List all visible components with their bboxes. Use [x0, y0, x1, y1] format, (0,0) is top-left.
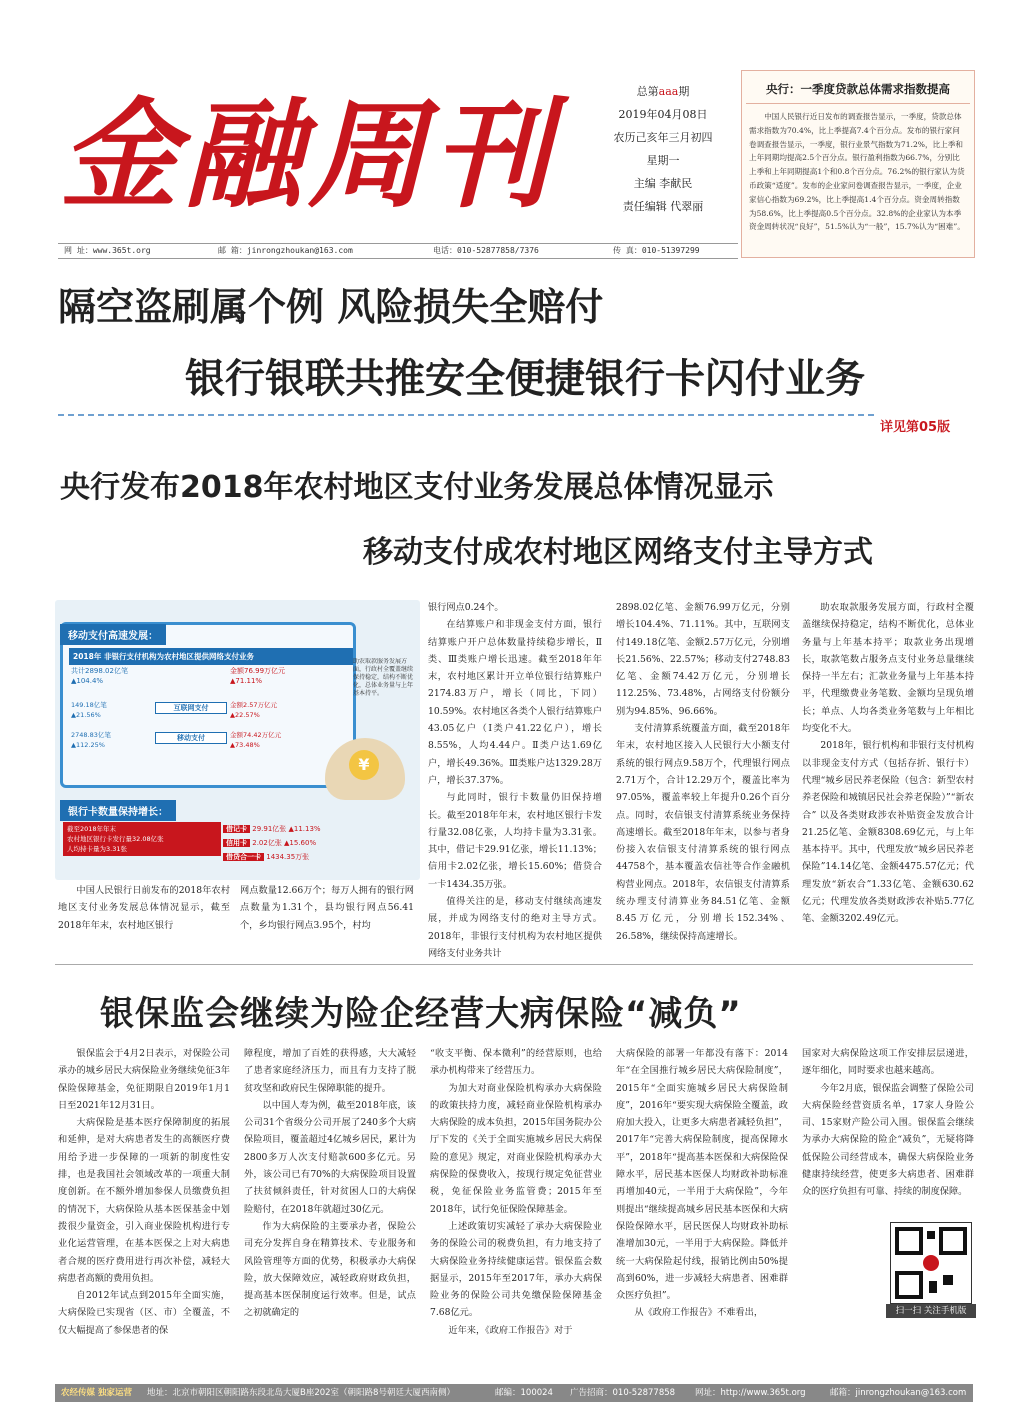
chief-editor: 主编 李献民	[633, 177, 693, 190]
internet-count: 149.18亿笔	[71, 701, 107, 709]
paragraph: 以中国人寿为例，截至2018年底，该公司31个省级分公司开展了240多个大病保险项目，覆盖超过4亿城乡居民，累计为2800多万人次支付赔款600多亿元。另外，该公司已有70%的大病保险项目设置了扶贫倾斜责任，针对贫困人口的大病保险赔付，在2018年就超过30亿元。	[244, 1099, 416, 1215]
contact-phone: 电话：010-52877858/7376	[433, 246, 539, 255]
news-brief-box	[741, 70, 975, 258]
headline-main-3: 银保监会继续为险企经营大病保险“减负”	[100, 994, 742, 1034]
mobile-count: 2748.83亿笔	[71, 731, 111, 739]
credit-row	[223, 836, 408, 850]
mobile-count-growth: ▲112.25%	[71, 741, 105, 749]
footer-email: 邮箱：jinrongzhoukan@163.com	[830, 1388, 967, 1398]
divider-dashed	[58, 414, 874, 416]
combo-value: 1434.35万张	[266, 853, 310, 861]
footer-address: 地址：北京市朝阳区朝阳路东段北岛大厦B座202室（朝阳路8号朝廷大厦西南侧）	[147, 1388, 455, 1398]
paragraph: 从《政府工作报告》不难看出，	[634, 1307, 764, 1319]
duty-editor: 责任编辑 代翠丽	[622, 200, 704, 213]
internet-amount-block	[230, 700, 340, 720]
headline-sub-1: 银行银联共推安全便捷银行卡闪付业务	[185, 356, 865, 402]
contact-bar	[58, 243, 738, 259]
paragraph: “收支平衡、保本微利”的经营原则，也给承办机构带来了经营压力。	[430, 1048, 602, 1077]
mobile-amount-block	[230, 730, 340, 750]
contact-email: 邮 箱：jinrongzhoukan@163.com	[218, 246, 353, 255]
qr-code-icon[interactable]	[890, 1222, 972, 1304]
paragraph: 上述政策切实减轻了承办大病保险业务的保险公司的税费负担，有力地支持了大病保险业务持续健康运营。银保监会数据显示，2015年至2017年，承办大病保险业务的保险公司共免缴保险保障基金7.68亿元。	[430, 1220, 602, 1319]
paragraph: 大病保险的部署一年都没有落下：2014年“在全国推行城乡居民大病保险制度”，2015年“全面实施城乡居民大病保险制度”，2016年“要实现大病保险全覆盖，政府加大投入，让更多大病患者减轻负担”，2017年“完善大病保险制度，提高保障水平”，2018年“提高基本医保和大病保险保障水平，居民基本医保人均财政补助标准再增加40元，一半用于大病保险”，今年则提出“继续提高城乡居民基本医保和大病保险保障水平，居民医保人均财政补助标准增加30元，一半用于大病保险。降低并统一大病保险起付线，报销比例由50%提高到60%，进一步减轻大病患者、困难群众医疗负担”。	[616, 1048, 788, 1302]
debit-row	[223, 822, 408, 836]
qr-caption: 扫一扫 关注手机版	[886, 1304, 976, 1318]
debit-label: 借记卡	[223, 825, 250, 833]
article2-col0	[58, 1045, 230, 1339]
total-amount-block	[230, 666, 340, 686]
footer-label: 农经传媒 独家运营	[61, 1388, 132, 1398]
footer-ads: 广告招商：010-52877858	[570, 1388, 676, 1398]
card-heading: 银行卡数量保持增长：	[60, 800, 176, 821]
contact-website: 网 址：www.365t.org	[64, 246, 151, 255]
total-count: 共计2898.02亿笔	[71, 667, 128, 675]
footer-bar	[55, 1384, 973, 1402]
lunar-date: 农历己亥年三月初四	[613, 131, 713, 144]
paragraph: 在结算账户和非现金支付方面，银行结算账户开户总体数量持续稳步增长，Ⅱ类、Ⅲ类账户增长迅速。截至2018年年末，农村地区累计开立单位银行结算账户2174.83万户，增长（同比，下同）10.59%。农村地区各类个人银行结算账户43.05亿户（Ⅰ类户41.22亿户），增长8.55%，人均4.44户。Ⅱ类户达1.69亿户，增长49.36%。Ⅲ类账户达1329.28万户，增长37.37%。	[428, 619, 602, 786]
paragraph: 助农取款服务发展方面，行政村全覆盖继续保持稳定，结构不断优化，总体业务量与上年基本持平；取款业务出现增长，取款笔数占服务点支付业务总量继续保持一半左右；汇款业务量与上年基本持平，代理缴费业务笔数、金额均呈现负增长；单点、人均各类业务笔数与上年相比均变化不大。	[802, 602, 974, 735]
combo-row	[223, 850, 408, 864]
paragraph: 为加大对商业保险机构承办大病保险的政策扶持力度，减轻商业保险机构承办大病保险的成本负担，2015年国务院办公厅下发的《关于全面实施城乡居民大病保险的意见》规定，对商业保险机构承办大病保险的保费收入，按现行规定免征营业税，免征保险业务监管费；2015年至2018年，试行免征保险保障基金。	[430, 1082, 602, 1215]
paragraph: 值得关注的是，移动支付继续高速发展，并成为网络支付的绝对主导方式。2018年，非银行支付机构为农村地区提供网络支付业务共计	[428, 896, 602, 959]
internet-label: 互联网支付	[155, 702, 227, 714]
internet-amount: 金额2.57万亿元	[230, 701, 277, 709]
total-count-block	[71, 666, 171, 686]
headline-main-1: 隔空盗刷属个例 风险损失全赔付	[58, 285, 604, 329]
paragraph: 自2012年试点到2015年全面实施，大病保险已实现省（区、市）全覆盖，不仅大幅提高了参保患者的保	[58, 1290, 230, 1336]
paragraph: 支付清算系统覆盖方面，截至2018年年末，农村地区接入人民银行大小额支付系统的银行网点9.58万个，代理银行网点2.71万个，合计12.29万个，覆盖比率为97.05%，覆盖率较上年提升0.26个百分点。同时，农信银支付清算系统业务保持高速增长。截至2018年年末，以参与者身份接入农信银支付清算系统的银行网点44758个，基本覆盖农信社等合作金融机构营业网点。2018年，农信银支付清算系统办理支付清算业务84.51亿笔、金额8.45万亿元，分别增长152.34%、26.58%，继续保持高速增长。	[616, 723, 790, 942]
paragraph: 大病保险是基本医疗保障制度的拓展和延伸，是对大病患者发生的高额医疗费用给予进一步保障的一项新的制度性安排，也是我国社会领域改革的一项重大制度创新。在不额外增加参保人员缴费负担的情况下，大病保险从基本医保基金中划拨很少量资金，引入商业保险机构进行专业化运营管理，在基本医保之上对大病患者合规的医疗费用进行再次补偿，减轻大病患者高额的费用负担。	[58, 1117, 230, 1284]
footer-postcode: 邮编：100024	[495, 1388, 553, 1398]
news-brief-text: 中国人民银行近日发布的调查报告显示，一季度，贷款总体需求指数为70.4%，比上季提高7.4个百分点。发布的银行家问卷调查报告显示，一季度，银行业景气指数为71.2%，比上季和上年同期均提高2.5个百分点。银行盈利指数为66.7%，分别比上季和上年同期提高1个和0.8个百分点。76.2%的银行家认为货币政策“适度”。发布的企业家问卷调查报告显示，一季度，企业家信心指数为69.2%，比上季提高1.4个百分点。资金周转指数为58.6%，比上季提高0.5个百分点。32.8%的企业家认为本季资金周转状况“良好”，51.5%认为“一般”，15.7%认为“困难”。	[749, 112, 965, 232]
paragraph: 障程度，增加了百姓的获得感，大大减轻了患者家庭经济压力，而且有力支持了脱贫攻坚和政府民生保障职能的提升。	[244, 1048, 416, 1094]
mobile-label: 移动支付	[155, 732, 227, 744]
internet-count-growth: ▲21.56%	[71, 711, 101, 719]
paragraph: 作为大病保险的主要承办者，保险公司充分发挥自身在精算技术、专业服务和风险管理等方面的优势，积极承办大病保险，放大保障效应，减轻政府财政负担，提高基本医保制度运行效率。但是，试点之初就确定的	[244, 1220, 416, 1319]
contact-fax: 传 真：010-51397299	[613, 246, 700, 255]
credit-value: 2.02亿张 ▲15.60%	[252, 839, 317, 847]
total-amount: 金额76.99万亿元	[230, 667, 286, 675]
article1-col3	[616, 599, 790, 945]
news-brief-title: 央行：一季度贷款总体需求指数提高	[746, 71, 970, 104]
debit-value: 29.91亿张 ▲11.13%	[252, 825, 321, 833]
card-summary	[63, 822, 221, 856]
card-types	[223, 822, 408, 864]
article1-col2	[428, 599, 602, 962]
paragraph: 2018年，银行机构和非银行支付机构以非现金支付方式（包括存折、银行卡）代理“城乡居民养老保险（包含：新型农村养老保险和城镇居民社会养老保险）”“新农合” 以及各类财政涉农补贴资金发放合计21.25亿笔、金额8308.69亿元，与上年基本持平。其中，代理发放“城乡居民养老保险”14.14亿笔、金额4475.57亿元；代理发放“新农合”1.33亿笔、金额630.62亿元；代理发放各类财政涉农补贴5.77亿笔、金额3202.49亿元。	[802, 740, 974, 925]
article2-col2	[430, 1045, 602, 1339]
payment-infographic	[55, 600, 420, 880]
paragraph: 今年2月底，银保监会调整了保险公司大病保险经营资质名单，17家人身险公司、15家财产险公司入围。银保监会继续为承办大病保险的险企“减负”，无疑将降低保险公司经营成本，确保大病保险业务健康持续经营，使更多大病患者、困难群众的医疗负担有可靠、持续的制度保障。	[802, 1082, 974, 1198]
paragraph: 2898.02亿笔、金额76.99万亿元，分别增长104.4%、71.11%。其中，互联网支付149.18亿笔、金额2.57万亿元，分别增长21.56%、22.57%；移动支付2748.83亿笔、金额74.42万亿元，分别增长112.25%、73.48%，占网络支付份额分别为94.85%、96.66%。	[616, 602, 790, 717]
mobile-amount-growth: ▲73.48%	[230, 741, 260, 749]
section-divider	[55, 964, 973, 965]
issue-number: 总第aaa期	[636, 85, 690, 98]
weekday: 星期一	[646, 154, 680, 167]
article2-col1	[244, 1045, 416, 1322]
article2-col4	[802, 1045, 974, 1201]
total-count-growth: ▲104.4%	[71, 677, 104, 685]
headline-main-2: 央行发布2018年农村地区支付业务发展总体情况显示	[60, 470, 774, 505]
paragraph: 银行网点0.24个。	[428, 602, 504, 613]
article1-col1	[240, 882, 414, 934]
internet-count-block	[71, 700, 151, 720]
article2-col3	[616, 1045, 788, 1322]
mobile-payment-subheading: 2018年 非银行支付机构为农村地区提供网络支付业务	[69, 648, 353, 665]
headline-sub-2: 移动支付成农村地区网络支付主导方式	[363, 535, 873, 570]
article1-col0	[58, 882, 230, 934]
credit-label: 信用卡	[223, 839, 250, 847]
footer-website: 网址：http://www.365t.org	[695, 1388, 806, 1398]
paragraph: 网点数量12.66万个；每万人拥有的银行网点数量为1.31个，县均银行网点56.41个，乡均银行网点3.95个，村均	[240, 885, 414, 931]
issue-date: 2019年04月08日	[618, 108, 708, 121]
bag-note: 助农取款服务发展方面，行政村全覆盖继续保持稳定，结构不断优化，总体业务量与上年基本持平。	[353, 658, 414, 697]
masthead-logo: 金融周刊	[60, 85, 557, 224]
see-page-link[interactable]: 详见第05版	[880, 420, 951, 435]
yen-coin-icon: ¥	[349, 750, 379, 780]
internet-amount-growth: ▲22.57%	[230, 711, 260, 719]
mobile-payment-heading: 移动支付高速发展：	[60, 624, 166, 645]
card-summary-line: 农村地区银行卡发行量32.08亿张	[67, 835, 164, 843]
card-summary-line: 人均持卡量为3.31张	[67, 845, 127, 853]
paragraph: 国家对大病保险这项工作安排层层递进，逐年细化，同时要求也越来越高。	[802, 1048, 974, 1077]
combo-label: 借贷合一卡	[223, 853, 264, 861]
paragraph: 与此同时，银行卡数量仍旧保持增长。截至2018年年末，农村地区银行卡发行量32.08亿张，人均持卡量为3.31张。其中，借记卡29.91亿张，增长11.13%；信用卡2.02亿张，增长15.60%；借贷合一卡1434.35万张。	[428, 792, 602, 890]
issue-meta	[588, 80, 738, 218]
article1-col4	[802, 599, 974, 928]
mobile-amount: 金额74.42万亿元	[230, 731, 282, 739]
total-amount-growth: ▲71.11%	[230, 677, 263, 685]
card-summary-line: 截至2018年年末	[67, 825, 117, 833]
paragraph: 银保监会于4月2日表示，对保险公司承办的城乡居民大病保险业务继续免征3年保险保障基金，免征期限自2019年1月1日至2021年12月31日。	[58, 1048, 230, 1111]
paragraph: 中国人民银行日前发布的2018年农村地区支付业务发展总体情况显示，截至2018年年末，农村地区银行	[58, 885, 230, 931]
mobile-count-block	[71, 730, 151, 750]
paragraph: 近年来，《政府工作报告》对于	[448, 1324, 573, 1336]
